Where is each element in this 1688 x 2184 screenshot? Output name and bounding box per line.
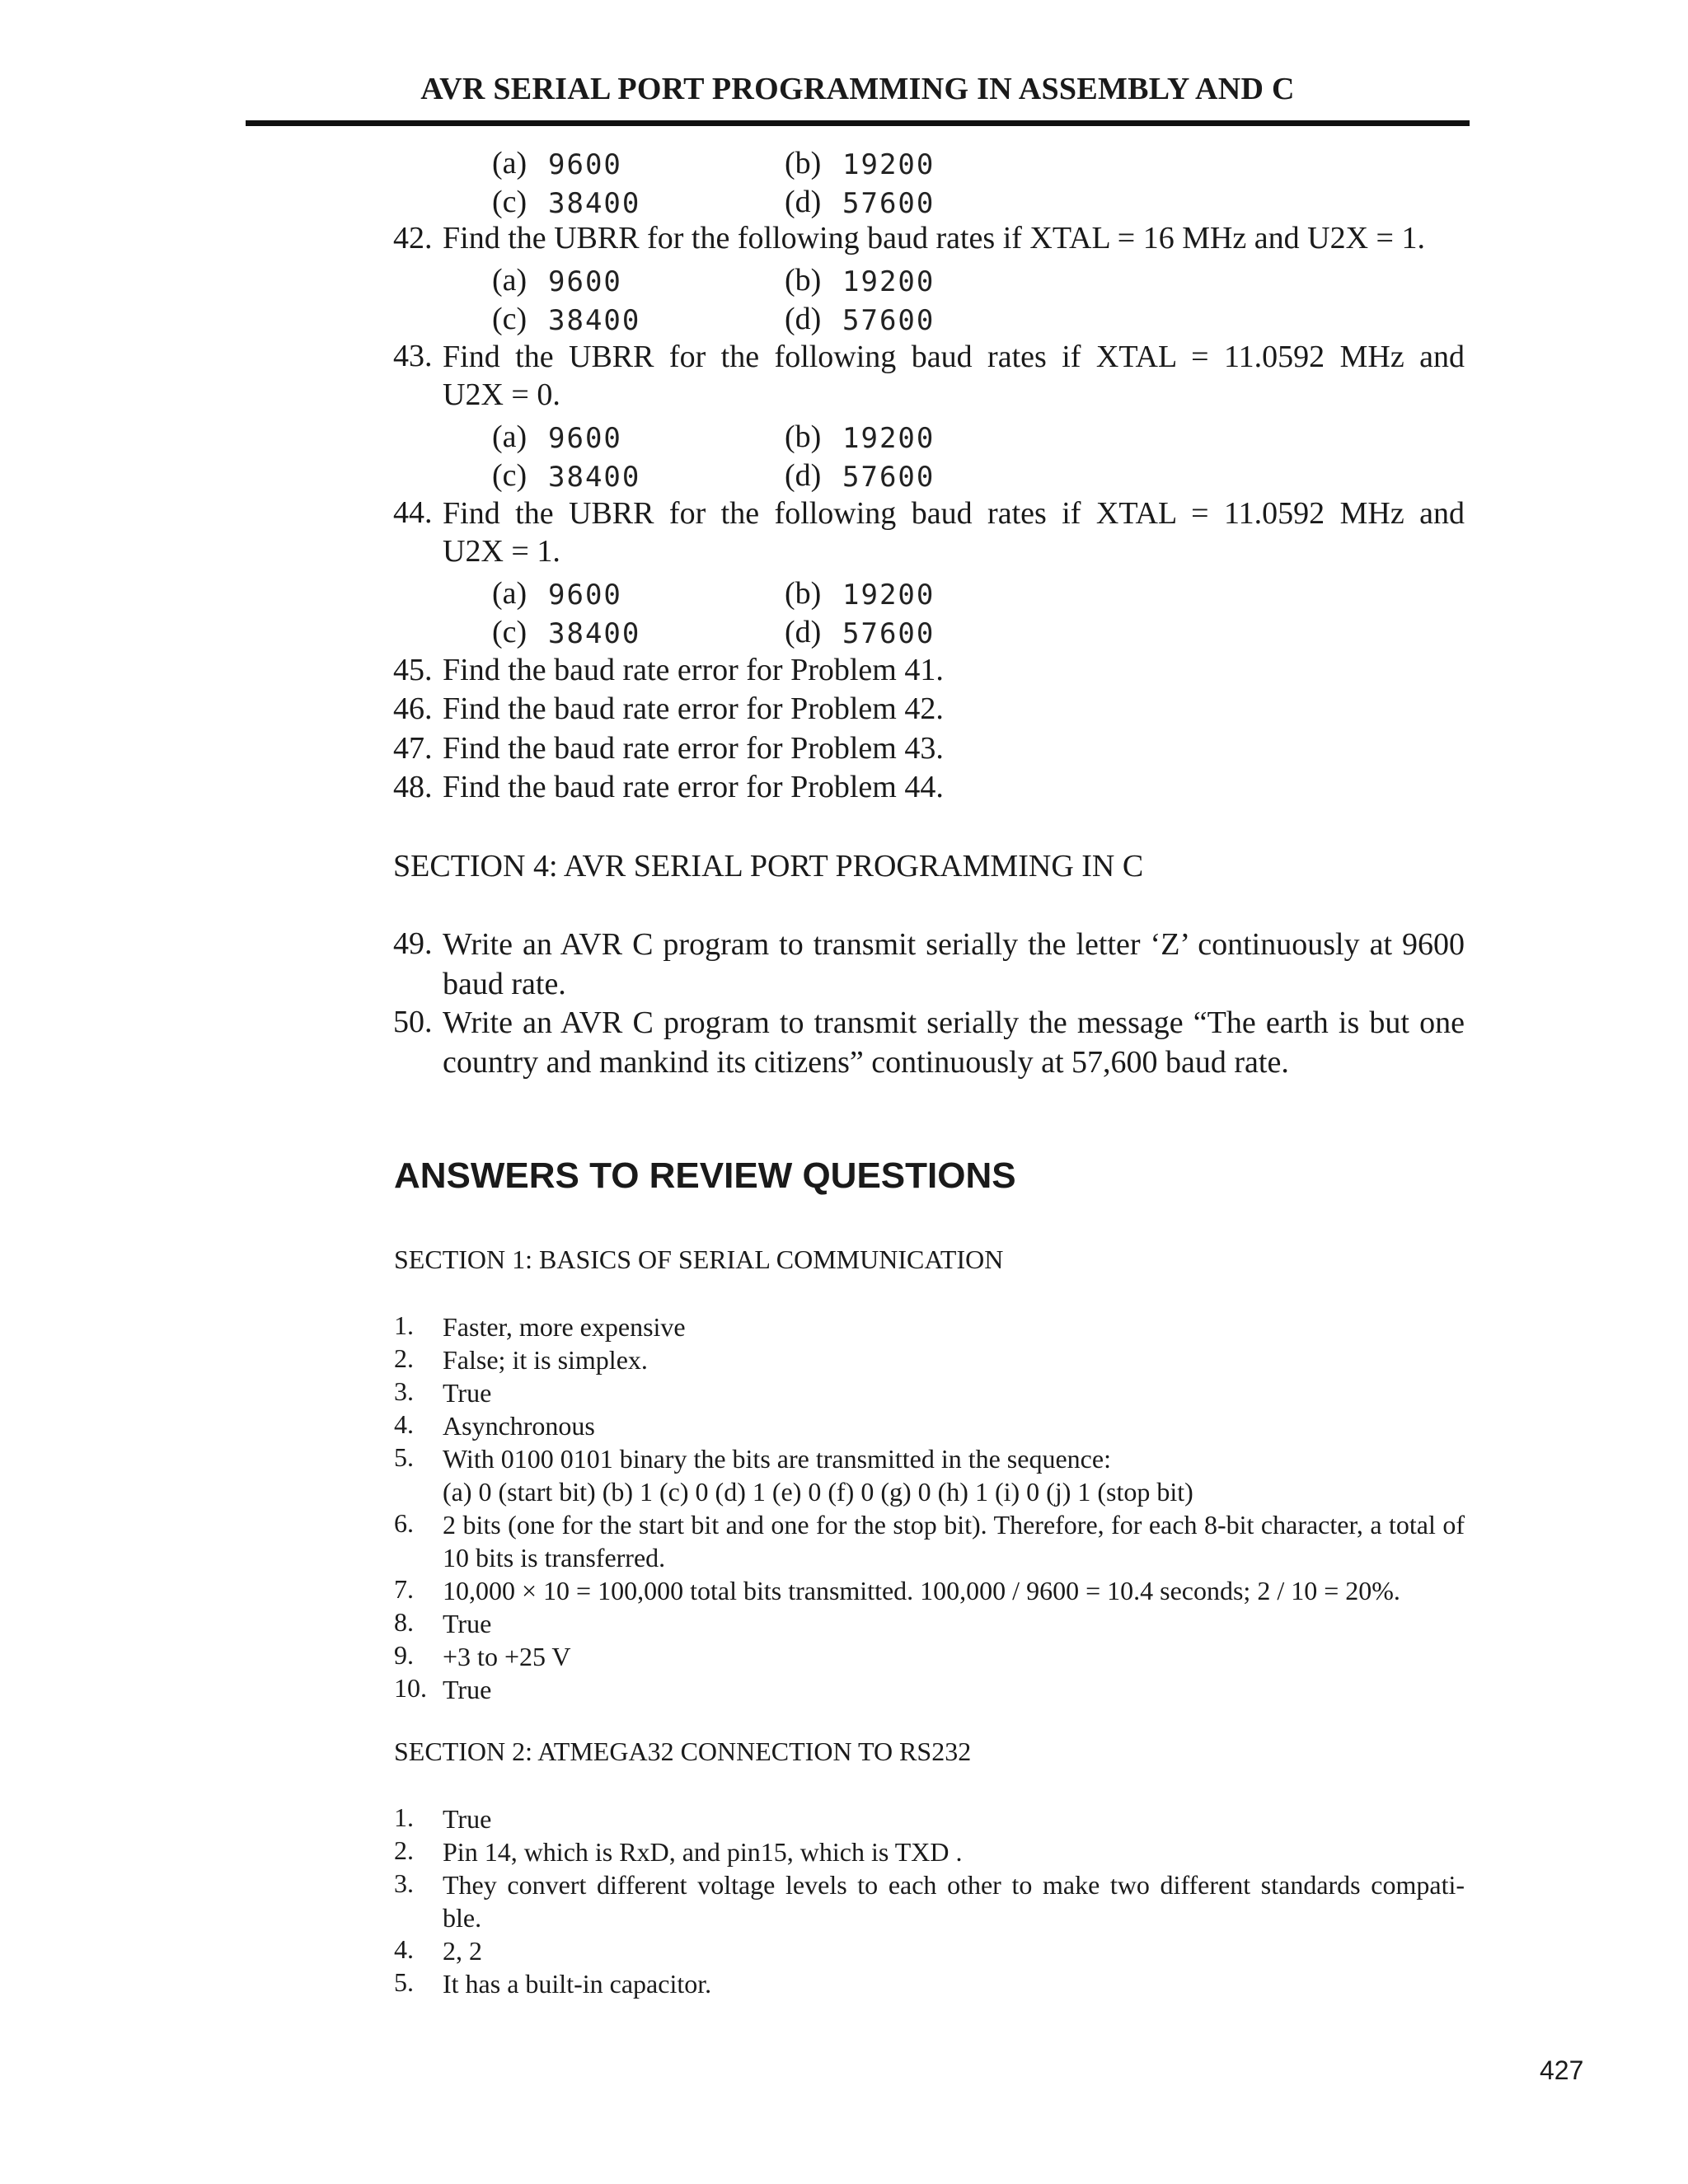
answer-number: 6. (394, 1508, 414, 1538)
answer-text: True (443, 1675, 492, 1704)
answer-text: 2, 2 (443, 1936, 482, 1966)
option-value: 9600 (548, 265, 622, 298)
answer-number: 2. (394, 1343, 414, 1373)
answer-number: 10. (394, 1673, 427, 1703)
problem-number: 49. (393, 926, 433, 961)
option-label: (a) (492, 576, 528, 611)
page-number: 427 (1540, 2055, 1584, 2085)
option-value: 19200 (842, 422, 935, 455)
problem-text: Write an AVR C program to transmit serially the message “The earth is but one country and mankind its citizens” continuously at 57,600 baud rate. (443, 1005, 1465, 1080)
answer-text-cont: (a) 0 (start bit) (b) 1 (c) 0 (d) 1 (e) 0 (f) 0 (g) 0 (h) 1 (i) 0 (j) 1 (stop bit) (443, 1477, 1193, 1507)
option-value: 9600 (548, 148, 622, 181)
option-value: 57600 (842, 461, 935, 494)
option-value: 38400 (548, 187, 641, 220)
option-value: 38400 (548, 304, 641, 337)
option-value: 38400 (548, 461, 641, 494)
answer-text: 10,000 × 10 = 100,000 total bits transmitted. 100,000 / 9600 = 10.4 seconds; 2 / 10 = 20%. (443, 1576, 1400, 1605)
option-value: 19200 (842, 579, 935, 612)
problem-number: 42. (393, 221, 433, 255)
answer-number: 4. (394, 1934, 414, 1964)
option-value: 9600 (548, 422, 622, 455)
answer-text: True (443, 1804, 492, 1834)
answer-number: 1. (394, 1802, 414, 1832)
option-label: (b) (785, 146, 822, 180)
answer-number: 3. (394, 1376, 414, 1406)
header-rule (246, 120, 1470, 126)
option-value: 57600 (842, 617, 935, 650)
answers-section-2-title: SECTION 2: ATMEGA32 CONNECTION TO RS232 (394, 1736, 972, 1766)
option-label: (a) (492, 263, 528, 298)
answer-number: 4. (394, 1409, 414, 1439)
problem-number: 46. (393, 691, 433, 726)
problem-number: 43. (393, 339, 433, 373)
problem-text: Find the baud rate error for Problem 44. (443, 770, 944, 804)
option-label: (b) (785, 263, 822, 298)
problem-text: Find the UBRR for the following baud rates if XTAL = 11.0592 MHz and (443, 496, 1465, 531)
answer-text: +3 to +25 V (443, 1642, 571, 1671)
answer-text: Pin 14, which is RxD, and pin15, which is TXD . (443, 1837, 963, 1867)
option-label: (a) (492, 419, 528, 454)
answer-number: 8. (394, 1607, 414, 1637)
option-value: 19200 (842, 265, 935, 298)
answer-text: It has a built-in capacitor. (443, 1969, 712, 1999)
option-value: 57600 (842, 187, 935, 220)
option-label: (d) (785, 302, 822, 336)
answers-section-1-title: SECTION 1: BASICS OF SERIAL COMMUNICATION (394, 1244, 1004, 1274)
option-label: (b) (785, 419, 822, 454)
problem-text-cont: U2X = 0. (443, 377, 560, 412)
problem-number: 50. (393, 1005, 433, 1039)
answer-number: 9. (394, 1640, 414, 1670)
problem-number: 48. (393, 770, 433, 804)
answer-text: Faster, more expensive (443, 1312, 686, 1342)
answer-text: False; it is simplex. (443, 1345, 648, 1375)
problem-number: 45. (393, 653, 433, 687)
answer-text: True (443, 1609, 492, 1638)
answer-text-cont: ble. (443, 1903, 482, 1933)
option-value: 19200 (842, 148, 935, 181)
option-label: (b) (785, 576, 822, 611)
option-label: (c) (492, 302, 528, 336)
answer-text: True (443, 1378, 492, 1408)
problem-text: Find the baud rate error for Problem 41. (443, 653, 944, 687)
problem-text: Find the UBRR for the following baud rates if XTAL = 11.0592 MHz and (443, 340, 1465, 374)
option-value: 38400 (548, 617, 641, 650)
option-label: (d) (785, 615, 822, 649)
answer-number: 7. (394, 1574, 414, 1604)
problem-text: Write an AVR C program to transmit serially the letter ‘Z’ continuously at 9600 baud rate. (443, 927, 1465, 1001)
problem-text: Find the baud rate error for Problem 43. (443, 731, 944, 766)
problem-number: 47. (393, 731, 433, 766)
section-4-title: SECTION 4: AVR SERIAL PORT PROGRAMMING IN C (393, 849, 1144, 883)
answer-number: 1. (394, 1310, 414, 1340)
problem-text: Find the UBRR for the following baud rates if XTAL = 16 MHz and U2X = 1. (443, 221, 1425, 255)
answer-number: 3. (394, 1868, 414, 1898)
answer-number: 5. (394, 1967, 414, 1997)
answer-number: 2. (394, 1835, 414, 1865)
option-value: 9600 (548, 579, 622, 612)
problem-number: 44. (393, 495, 433, 530)
option-label: (d) (785, 185, 822, 219)
problem-text: Find the baud rate error for Problem 42. (443, 691, 944, 726)
answer-text: 2 bits (one for the start bit and one for the stop bit). Therefore, for each 8-bit character, a total of 10 bits is transferred. (443, 1510, 1465, 1572)
answers-heading: ANSWERS TO REVIEW QUESTIONS (394, 1155, 1016, 1196)
option-label: (a) (492, 146, 528, 180)
problem-text-cont: U2X = 1. (443, 534, 560, 569)
answer-text: Asynchronous (443, 1411, 595, 1441)
option-label: (c) (492, 458, 528, 493)
option-label: (c) (492, 185, 528, 219)
answer-number: 5. (394, 1442, 414, 1472)
option-label: (d) (785, 458, 822, 493)
answer-text: With 0100 0101 binary the bits are transmitted in the sequence: (443, 1444, 1111, 1474)
answer-text: They convert different voltage levels to each other to make two different standards compati- (443, 1870, 1465, 1900)
running-head: AVR SERIAL PORT PROGRAMMING IN ASSEMBLY AND C (420, 72, 1295, 106)
option-label: (c) (492, 615, 528, 649)
option-value: 57600 (842, 304, 935, 337)
